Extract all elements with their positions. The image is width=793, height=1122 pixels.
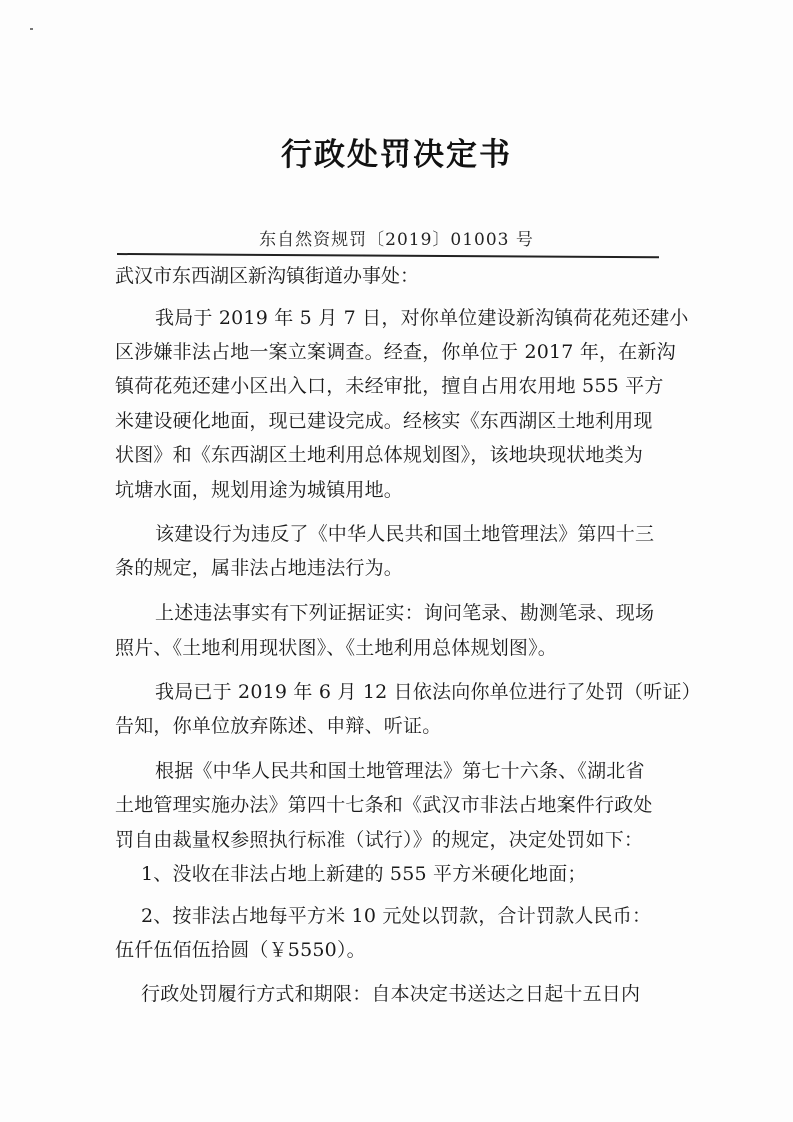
- body-line: 我局于 2019 年 5 月 7 日，对你单位建设新沟镇荷花苑还建小: [155, 307, 689, 329]
- body-line: 该建设行为违反了《中华人民共和国土地管理法》第四十三: [155, 523, 655, 545]
- scan-speck: [30, 28, 33, 30]
- body-line: 伍仟伍佰伍拾圆（￥5550）。: [115, 939, 366, 961]
- body-line: 告知，你单位放弃陈述、申辩、听证。: [115, 715, 442, 737]
- body-line: 上述违法事实有下列证据证实：询问笔录、勘测笔录、现场: [155, 602, 655, 624]
- body-line: 土地管理实施办法》第四十七条和《武汉市非法占地案件行政处: [115, 794, 653, 816]
- body-line: 照片、《土地利用现状图》、《土地利用总体规划图》。: [115, 637, 558, 659]
- body-line: 区涉嫌非法占地一案立案调查。经查，你单位于 2017 年，在新沟: [115, 341, 676, 363]
- penalty-item-2: 2、按非法占地每平方米 10 元处以罚款，合计罚款人民币：: [141, 905, 652, 927]
- document-title: 行政处罚决定书: [281, 137, 512, 173]
- addressee: 武汉市东西湖区新沟镇街道办事处：: [115, 265, 420, 287]
- body-line: 我局已于 2019 年 6 月 12 日依法向你单位进行了处罚（听证）: [155, 681, 701, 703]
- penalty-item-1: 1、没收在非法占地上新建的 555 平方米硬化地面；: [141, 863, 587, 885]
- body-line: 罚自由裁量权参照执行标准（试行）》的规定，决定处罚如下：: [115, 829, 644, 851]
- body-line: 坑塘水面，规划用途为城镇用地。: [115, 479, 404, 501]
- body-line: 行政处罚履行方式和期限：自本决定书送达之日起十五日内: [141, 983, 641, 1005]
- body-line: 状图》和《东西湖区土地利用总体规划图》，该地块现状地类为: [115, 444, 644, 466]
- body-line: 条的规定，属非法占地违法行为。: [115, 557, 404, 579]
- body-line: 根据《中华人民共和国土地管理法》第七十六条、《湖北省: [155, 760, 645, 782]
- body-line: 镇荷花苑还建小区出入口，未经审批，擅自占用农用地 555 平方: [115, 375, 664, 397]
- document-number: 东自然资规罚〔2019〕01003 号: [259, 230, 534, 250]
- body-line: 米建设硬化地面，现已建设完成。经核实《东西湖区土地利用现: [115, 410, 653, 432]
